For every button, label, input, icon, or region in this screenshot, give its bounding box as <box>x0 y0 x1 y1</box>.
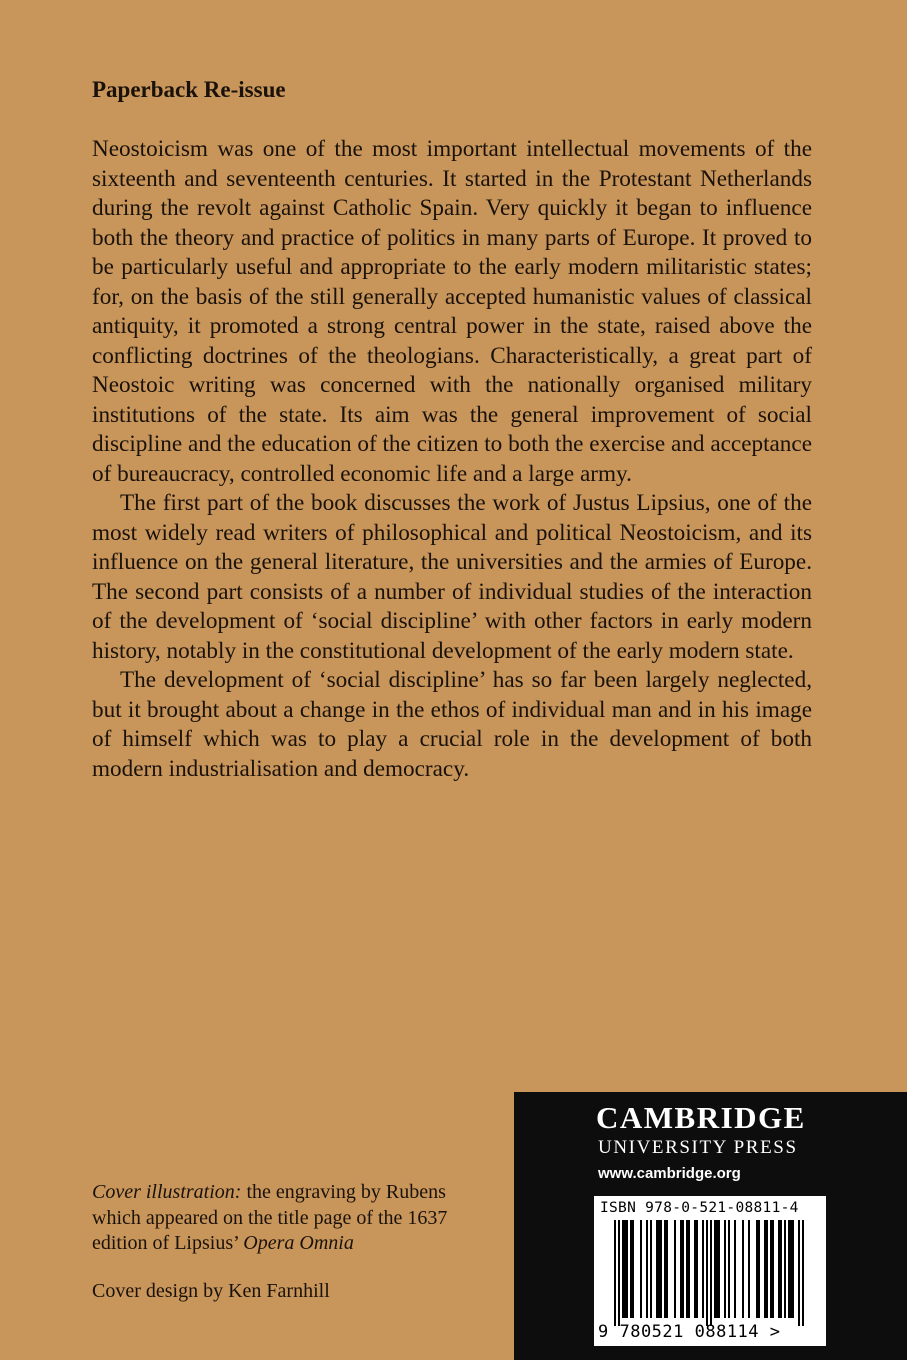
isbn-label: ISBN 978-0-521-08811-4 <box>600 1200 799 1216</box>
barcode-bar <box>694 1220 696 1318</box>
barcode-bar <box>614 1220 616 1326</box>
barcode-bar <box>686 1220 688 1318</box>
barcode-bar <box>792 1220 794 1318</box>
barcode-bar <box>626 1220 628 1318</box>
publisher-website: www.cambridge.org <box>598 1165 741 1182</box>
barcode-bar <box>748 1220 750 1318</box>
barcode-bar <box>658 1220 660 1318</box>
barcode-bar <box>788 1220 790 1318</box>
publisher-name: CAMBRIDGE <box>596 1100 806 1135</box>
paragraph-3: The development of ‘social discipline’ has so far been largely neglected, but it brought about a change in the ethos of individual man and in his image of himself which was to play a crucial role in the development of both modern industrialisation and democracy. <box>92 667 812 782</box>
barcode-bar <box>624 1220 626 1318</box>
barcode <box>594 1196 826 1346</box>
barcode-bar <box>798 1220 800 1326</box>
cover-design-credit: Cover design by Ken Farnhill <box>92 1280 330 1302</box>
paragraph-1: Neostoicism was one of the most important intellectual movements of the sixteenth and seventeenth centuries. It started in the Protestant Netherlands during the revolt against Catholic Spain. Very quickly it began to influence both the theory and practice of politics in many parts of Europe. It proved to be particularly useful and appropriate to the early modern militaristic states; for, on the basis of the still generally accepted humanistic values of classical antiquity, it promoted a strong central power in the state, raised above the conflicting doctrines of the theologians. Characteristically, a great part of Neostoic writing was concerned with the nationally organised military institutions of the state. Its aim was the general improvement of social discipline and the education of the citizen to both the exercise and acceptance of bureaucracy, controlled economic life and a large army. <box>92 136 812 487</box>
barcode-bar <box>766 1220 768 1318</box>
barcode-bar <box>728 1220 730 1318</box>
barcode-bar <box>764 1220 766 1318</box>
publisher-subtitle: UNIVERSITY PRESS <box>598 1137 798 1158</box>
cover-illustration-label: Cover illustration: <box>92 1181 242 1203</box>
barcode-bar <box>702 1220 704 1318</box>
barcode-bar <box>650 1220 652 1318</box>
barcode-bar <box>688 1220 690 1318</box>
barcode-bar <box>734 1220 736 1318</box>
barcode-bar <box>718 1220 720 1318</box>
barcode-bar <box>680 1220 682 1318</box>
barcode-bar <box>756 1220 758 1318</box>
paragraph-2: The first part of the book discusses the work of Justus Lipsius, one of the most widely read writers of philosophical and political Neostoicism, and its influence on the general literature, the universities and the armies of Europe. The second part consists of a number of individual studies of the interaction of the development of ‘social discipline’ with other factors in early modern history, notably in the constitutional development of the early modern state. <box>92 490 812 664</box>
barcode-bar <box>790 1220 792 1318</box>
barcode-bar <box>780 1220 782 1318</box>
barcode-bar <box>716 1220 718 1318</box>
barcode-bar <box>724 1220 726 1318</box>
barcode-bar <box>682 1220 684 1318</box>
barcode-bar <box>696 1220 698 1318</box>
barcode-bar <box>640 1220 642 1318</box>
barcode-bar <box>618 1220 620 1326</box>
heading: Paperback Re-issue <box>92 77 286 102</box>
cover-illustration-credit <box>92 1180 492 1257</box>
cover-illustration-title: Opera Omnia <box>243 1232 354 1254</box>
publisher-block <box>514 1092 907 1360</box>
barcode-bar <box>772 1220 774 1318</box>
barcode-bar <box>778 1220 780 1318</box>
barcode-bar <box>706 1220 708 1326</box>
barcode-bar <box>742 1220 744 1318</box>
barcode-bar <box>710 1220 712 1326</box>
description <box>92 135 812 784</box>
barcode-bar <box>632 1220 634 1318</box>
barcode-bar <box>660 1220 662 1318</box>
barcode-bar <box>630 1220 632 1318</box>
barcode-bar <box>758 1220 760 1318</box>
barcode-bar <box>646 1220 648 1318</box>
cover-illustration-text: the engraving by Rubens which appeared on the title page of the 1637 edition of Lipsius’ <box>92 1181 448 1254</box>
barcode-bar <box>802 1220 804 1326</box>
barcode-bar <box>714 1220 716 1318</box>
barcode-bar <box>656 1220 658 1318</box>
barcode-bar <box>666 1220 668 1318</box>
barcode-bar <box>664 1220 666 1318</box>
barcode-bar <box>770 1220 772 1318</box>
barcode-bar <box>622 1220 624 1318</box>
barcode-bar <box>784 1220 786 1318</box>
barcode-digits: 9 780521 088114 > <box>598 1322 781 1342</box>
barcode-bar <box>674 1220 676 1318</box>
